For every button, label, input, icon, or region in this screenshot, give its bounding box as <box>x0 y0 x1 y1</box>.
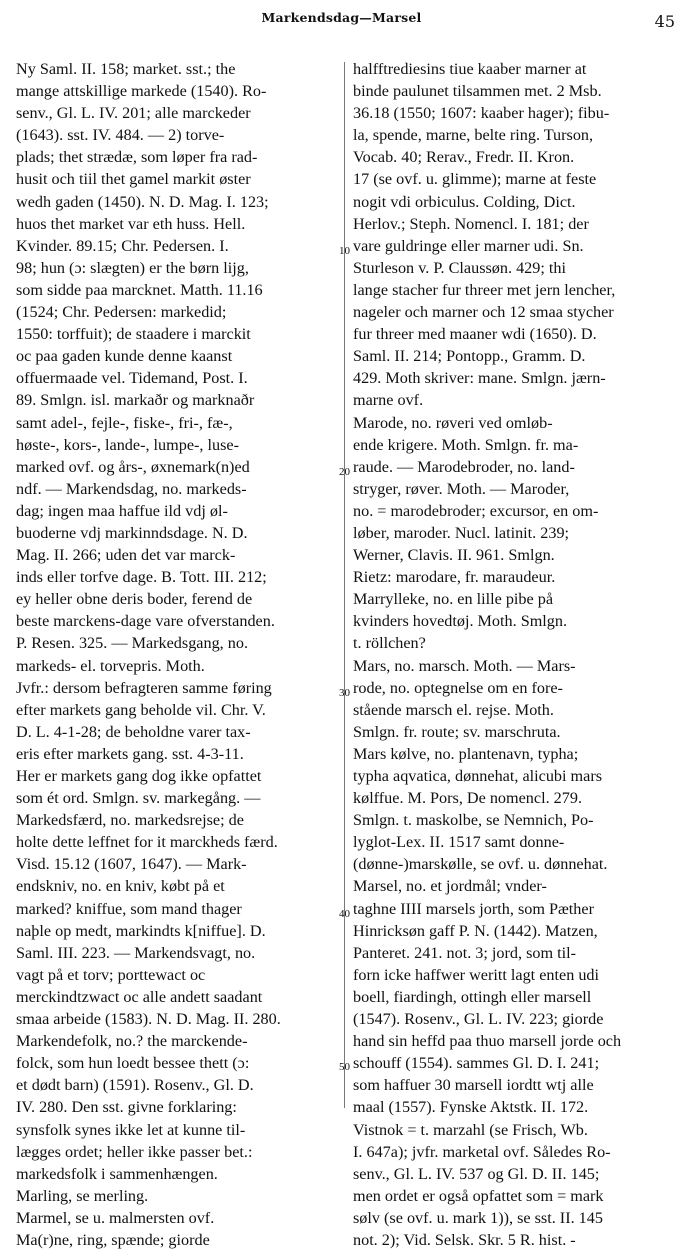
left-column-text-line: Marmel, se u. malmersten ovf. <box>16 1208 215 1227</box>
right-column-text-line: sølv (se ovf. u. mark 1)), se sst. II. 145 <box>353 1208 603 1227</box>
left-column-text-line: lægges ordet; heller ikke passer bet.: <box>16 1142 253 1161</box>
left-column-text-line: markedsfolk i sammenhængen. <box>16 1164 218 1183</box>
right-column-text-line: 17 (se ovf. u. glimme); marne at feste <box>353 170 597 189</box>
right-column-text-line: fur threer med maaner wdi (1650). D. <box>353 325 597 344</box>
right-column-text-line: la, spende, marne, belte ring. Turson, <box>353 126 594 145</box>
left-column-text-line: Visd. 15.12 (1607, 1647). — Mark- <box>16 855 247 874</box>
right-column-text-line: kølffue. M. Pors, De nomencl. 279. <box>353 789 582 808</box>
left-column-text-line: D. L. 4-1-28; de beholdne varer tax- <box>16 722 251 741</box>
line-number-50: 50 <box>339 1061 350 1073</box>
left-column-text-line: vagt på et torv; porttewact oc <box>16 965 206 984</box>
left-column-text-line: et dødt barn) (1591). Rosenv., Gl. D. <box>16 1076 254 1095</box>
left-column-text-line: Ma(r)ne, ring, spænde; giorde <box>16 1230 210 1249</box>
left-column-text-line: holte dette leffnet for it marckheds færd. <box>16 833 278 852</box>
right-column-text-line: Marrylleke, no. en lille pibe på <box>353 590 554 609</box>
left-column-text-line: wedh gaden (1450). N. D. Mag. I. 123; <box>16 192 269 211</box>
right-column-text-line: Smlgn. fr. route; sv. marschruta. <box>353 722 561 741</box>
left-column-text-line: dag; ingen maa haffue ild vdj øl- <box>16 501 228 520</box>
running-head: Markendsdag—Marsel <box>261 10 422 25</box>
left-column-text-line: huos thet market var eth huss. Hell. <box>16 214 246 233</box>
right-column-text-line: Marode, no. røveri ved omløb- <box>353 413 553 432</box>
right-column-text-line: Marsel, no. et jordmål; vnder- <box>353 877 547 896</box>
left-column-text-line: (1643). sst. IV. 484. — 2) torve- <box>16 126 225 145</box>
line-number-10: 10 <box>339 245 350 257</box>
right-column-text-line: Hinricksøn gaff P. N. (1442). Matzen, <box>353 921 598 940</box>
left-column-text-line: (1524; Chr. Pedersen: markedid; <box>16 303 227 322</box>
right-column-text-line: Vistnok = t. marzahl (se Frisch, Wb. <box>353 1120 588 1139</box>
right-column-text-line: løber, maroder. Nucl. latinit. 239; <box>353 523 570 542</box>
left-column-text-line: 98; hun (ɔ: slægten) er the børn lijg, <box>16 258 249 277</box>
right-column-text-line: boell, fiardingh, ottingh eller marsell <box>353 987 592 1006</box>
right-column-text-line: binde paulunet tilsammen met. 2 Msb. <box>353 82 602 101</box>
right-column-text-line: Saml. II. 214; Pontopp., Gramm. D. <box>353 347 586 366</box>
line-number-40: 40 <box>339 908 350 920</box>
right-column-text-line: som haffuer 30 marsell iordtt wtj alle <box>353 1076 594 1095</box>
left-column-text-line: efter markets gang beholde vil. Chr. V. <box>16 700 266 719</box>
left-column-text-line: markeds- el. torvepris. Moth. <box>16 656 205 675</box>
line-number-30: 30 <box>339 687 350 699</box>
left-column-text-line: Mag. II. 266; uden det var marck- <box>16 546 236 565</box>
column-divider <box>344 62 345 1108</box>
right-column-text-line: hand sin heffd paa thuo marsell jorde och <box>353 1032 622 1051</box>
left-column-text-line: naþle op medt, markindts k[niffue]. D. <box>16 921 266 940</box>
right-column-text-line: (dønne-)marskølle, se ovf. u. dønnehat. <box>353 855 608 874</box>
left-column-text-line: Markedsfærd, no. markedsrejse; de <box>16 811 244 830</box>
right-column-text-line: Smlgn. t. maskolbe, se Nemnich, Po- <box>353 811 594 830</box>
left-column-text-line: 89. Smlgn. isl. markaðr og marknaðr <box>16 391 255 410</box>
left-column-text-line: buoderne vdj markinndsdage. N. D. <box>16 523 248 542</box>
left-column-text-line: marked? kniffue, som mand thager <box>16 899 242 918</box>
left-column-text-line: marked ovf. og års-, øxnemark(n)ed <box>16 457 250 476</box>
right-column-text-line: (1547). Rosenv., Gl. L. IV. 223; giorde <box>353 1010 604 1029</box>
left-column-text-line: endskniv, no. en kniv, købt på et <box>16 877 225 896</box>
left-column-text-line: husit och tiil thet gamel markit øster <box>16 170 251 189</box>
right-column-text-line: ende krigere. Moth. Smlgn. fr. ma- <box>353 435 579 454</box>
right-column-text-line: schouff (1554). sammes Gl. D. I. 241; <box>353 1054 600 1073</box>
left-column-text-line: samt adel-, fejle-, fiske-, fri-, fæ-, <box>16 413 233 432</box>
left-column-text-line: plads; thet strædæ, som løper fra rad- <box>16 148 258 167</box>
right-column-text-line: Panteret. 241. not. 3; jord, som til- <box>353 943 577 962</box>
left-column-text-line: Jvfr.: dersom befragteren samme føring <box>16 678 272 697</box>
left-column-text-line: ey heller obne deris boder, ferend de <box>16 590 253 609</box>
right-column-text-line: nogit vdi orbiculus. Colding, Dict. <box>353 192 576 211</box>
left-column-text-line: inds eller torfve dage. B. Tott. III. 212; <box>16 568 267 587</box>
left-column-text-line: smaa arbeide (1583). N. D. Mag. II. 280. <box>16 1010 281 1029</box>
line-number-20: 20 <box>339 466 350 478</box>
left-column-text-line: som ét ord. Smlgn. sv. markegång. — <box>16 789 261 808</box>
right-column-text-line: stående marsch el. rejse. Moth. <box>353 700 554 719</box>
right-column-text-line: Mars kølve, no. plantenavn, typha; <box>353 744 579 763</box>
left-column-text-line: beste marckens-dage vare ofverstanden. <box>16 612 275 631</box>
right-column-text-line: marne ovf. <box>353 391 424 410</box>
left-column-text-line: Saml. III. 223. — Markendsvagt, no. <box>16 943 256 962</box>
right-column-text-line: men ordet er også opfattet som = mark <box>353 1186 604 1205</box>
right-column-text-line: typha aqvatica, dønnehat, alicubi mars <box>353 767 603 785</box>
right-column-text-line: stryger, røver. Moth. — Maroder, <box>353 479 570 498</box>
right-column-text-line: Herlov.; Steph. Nomencl. I. 181; der <box>353 214 589 233</box>
right-column-text-line: forn icke haffwer weritt lagt enten udi <box>353 965 600 984</box>
left-column-text-line: ndf. — Markendsdag, no. markeds- <box>16 479 247 498</box>
left-column <box>16 58 334 1249</box>
right-column-text-line: vare guldringe eller marner udi. Sn. <box>353 236 584 255</box>
left-column-text-line: mange attskillige markede (1540). Ro- <box>16 82 267 101</box>
left-column-text-line: P. Resen. 325. — Markedsgang, no. <box>16 634 248 653</box>
left-column-text-line: offuermaade vel. Tidemand, Post. I. <box>16 369 248 388</box>
left-column-text-line: merckindtzwact oc alle andett saadant <box>16 987 263 1006</box>
right-column-text-line: Rietz: marodare, fr. maraudeur. <box>353 568 556 587</box>
right-column-text-line: Sturleson v. P. Claussøn. 429; thi <box>353 258 567 277</box>
left-column-text-line: synsfolk synes ikke let at kunne til- <box>16 1120 246 1139</box>
left-column-text-line: høste-, kors-, lande-, lumpe-, luse- <box>16 435 239 454</box>
left-column-text-line: eris efter markets gang. sst. 4-3-11. <box>16 744 244 763</box>
right-column-text-line: t. röllchen? <box>353 634 426 653</box>
left-column-text-line: Ny Saml. II. 158; market. sst.; the <box>16 60 236 78</box>
right-column-text-line: raude. — Marodebroder, no. land- <box>353 457 575 476</box>
right-column-text-line: rode, no. optegnelse om en fore- <box>353 678 563 697</box>
right-column-text-line: nageler och marner och 12 smaa stycher <box>353 303 614 322</box>
right-column-text-line: Vocab. 40; Rerav., Fredr. II. Kron. <box>353 148 575 167</box>
right-column-text-line: lyglot-Lex. II. 1517 samt donne- <box>353 833 565 852</box>
left-column-text-line: Kvinder. 89.15; Chr. Pedersen. I. <box>16 236 229 255</box>
right-column-text-line: Mars, no. marsch. Moth. — Mars- <box>353 656 576 675</box>
left-column-text-line: senv., Gl. L. IV. 201; alle marckeder <box>16 104 251 123</box>
left-column-text-line: IV. 280. Den sst. givne forklaring: <box>16 1098 237 1117</box>
right-column <box>353 58 671 1249</box>
page-number: 45 <box>654 12 675 31</box>
right-column-text-line: not. 2); Vid. Selsk. Skr. 5 R. hist. - <box>353 1230 576 1249</box>
right-column-text-line: lange stacher fur threer met jern lencher, <box>353 280 616 299</box>
right-column-text-line: I. 647a); jvfr. marketal ovf. Således Ro- <box>353 1142 611 1161</box>
right-column-text-line: halfftrediesins tiue kaaber marner at <box>353 60 587 78</box>
left-column-text-line: Her er markets gang dog ikke opfattet <box>16 767 262 785</box>
left-column-text-line: 1550: torffuit); de staadere i marckit <box>16 325 251 344</box>
left-column-text-line: Marling, se merling. <box>16 1186 149 1205</box>
right-column-text-line: 429. Moth skriver: mane. Smlgn. jærn- <box>353 369 606 388</box>
left-column-text-line: Markendefolk, no.? the marckende- <box>16 1032 248 1051</box>
right-column-text-line: taghne IIII marsels jorth, som Pæther <box>353 899 594 918</box>
left-column-text-line: som sidde paa marcknet. Matth. 11.16 <box>16 280 263 299</box>
right-column-text-line: Werner, Clavis. II. 961. Smlgn. <box>353 546 555 565</box>
left-column-text-line: folck, som hun loedt bessee thett (ɔ: <box>16 1054 250 1073</box>
right-column-text-line: maal (1557). Fynske Aktstk. II. 172. <box>353 1098 589 1117</box>
right-column-text-line: 36.18 (1550; 1607: kaaber hager); fibu- <box>353 104 610 123</box>
left-column-text-line: oc paa gaden kunde denne kaanst <box>16 347 233 366</box>
right-column-text-line: senv., Gl. L. IV. 537 og Gl. D. II. 145; <box>353 1164 600 1183</box>
right-column-text-line: no. = marodebroder; excursor, en om- <box>353 501 599 520</box>
right-column-text-line: kvinders hovedtøj. Moth. Smlgn. <box>353 612 568 631</box>
